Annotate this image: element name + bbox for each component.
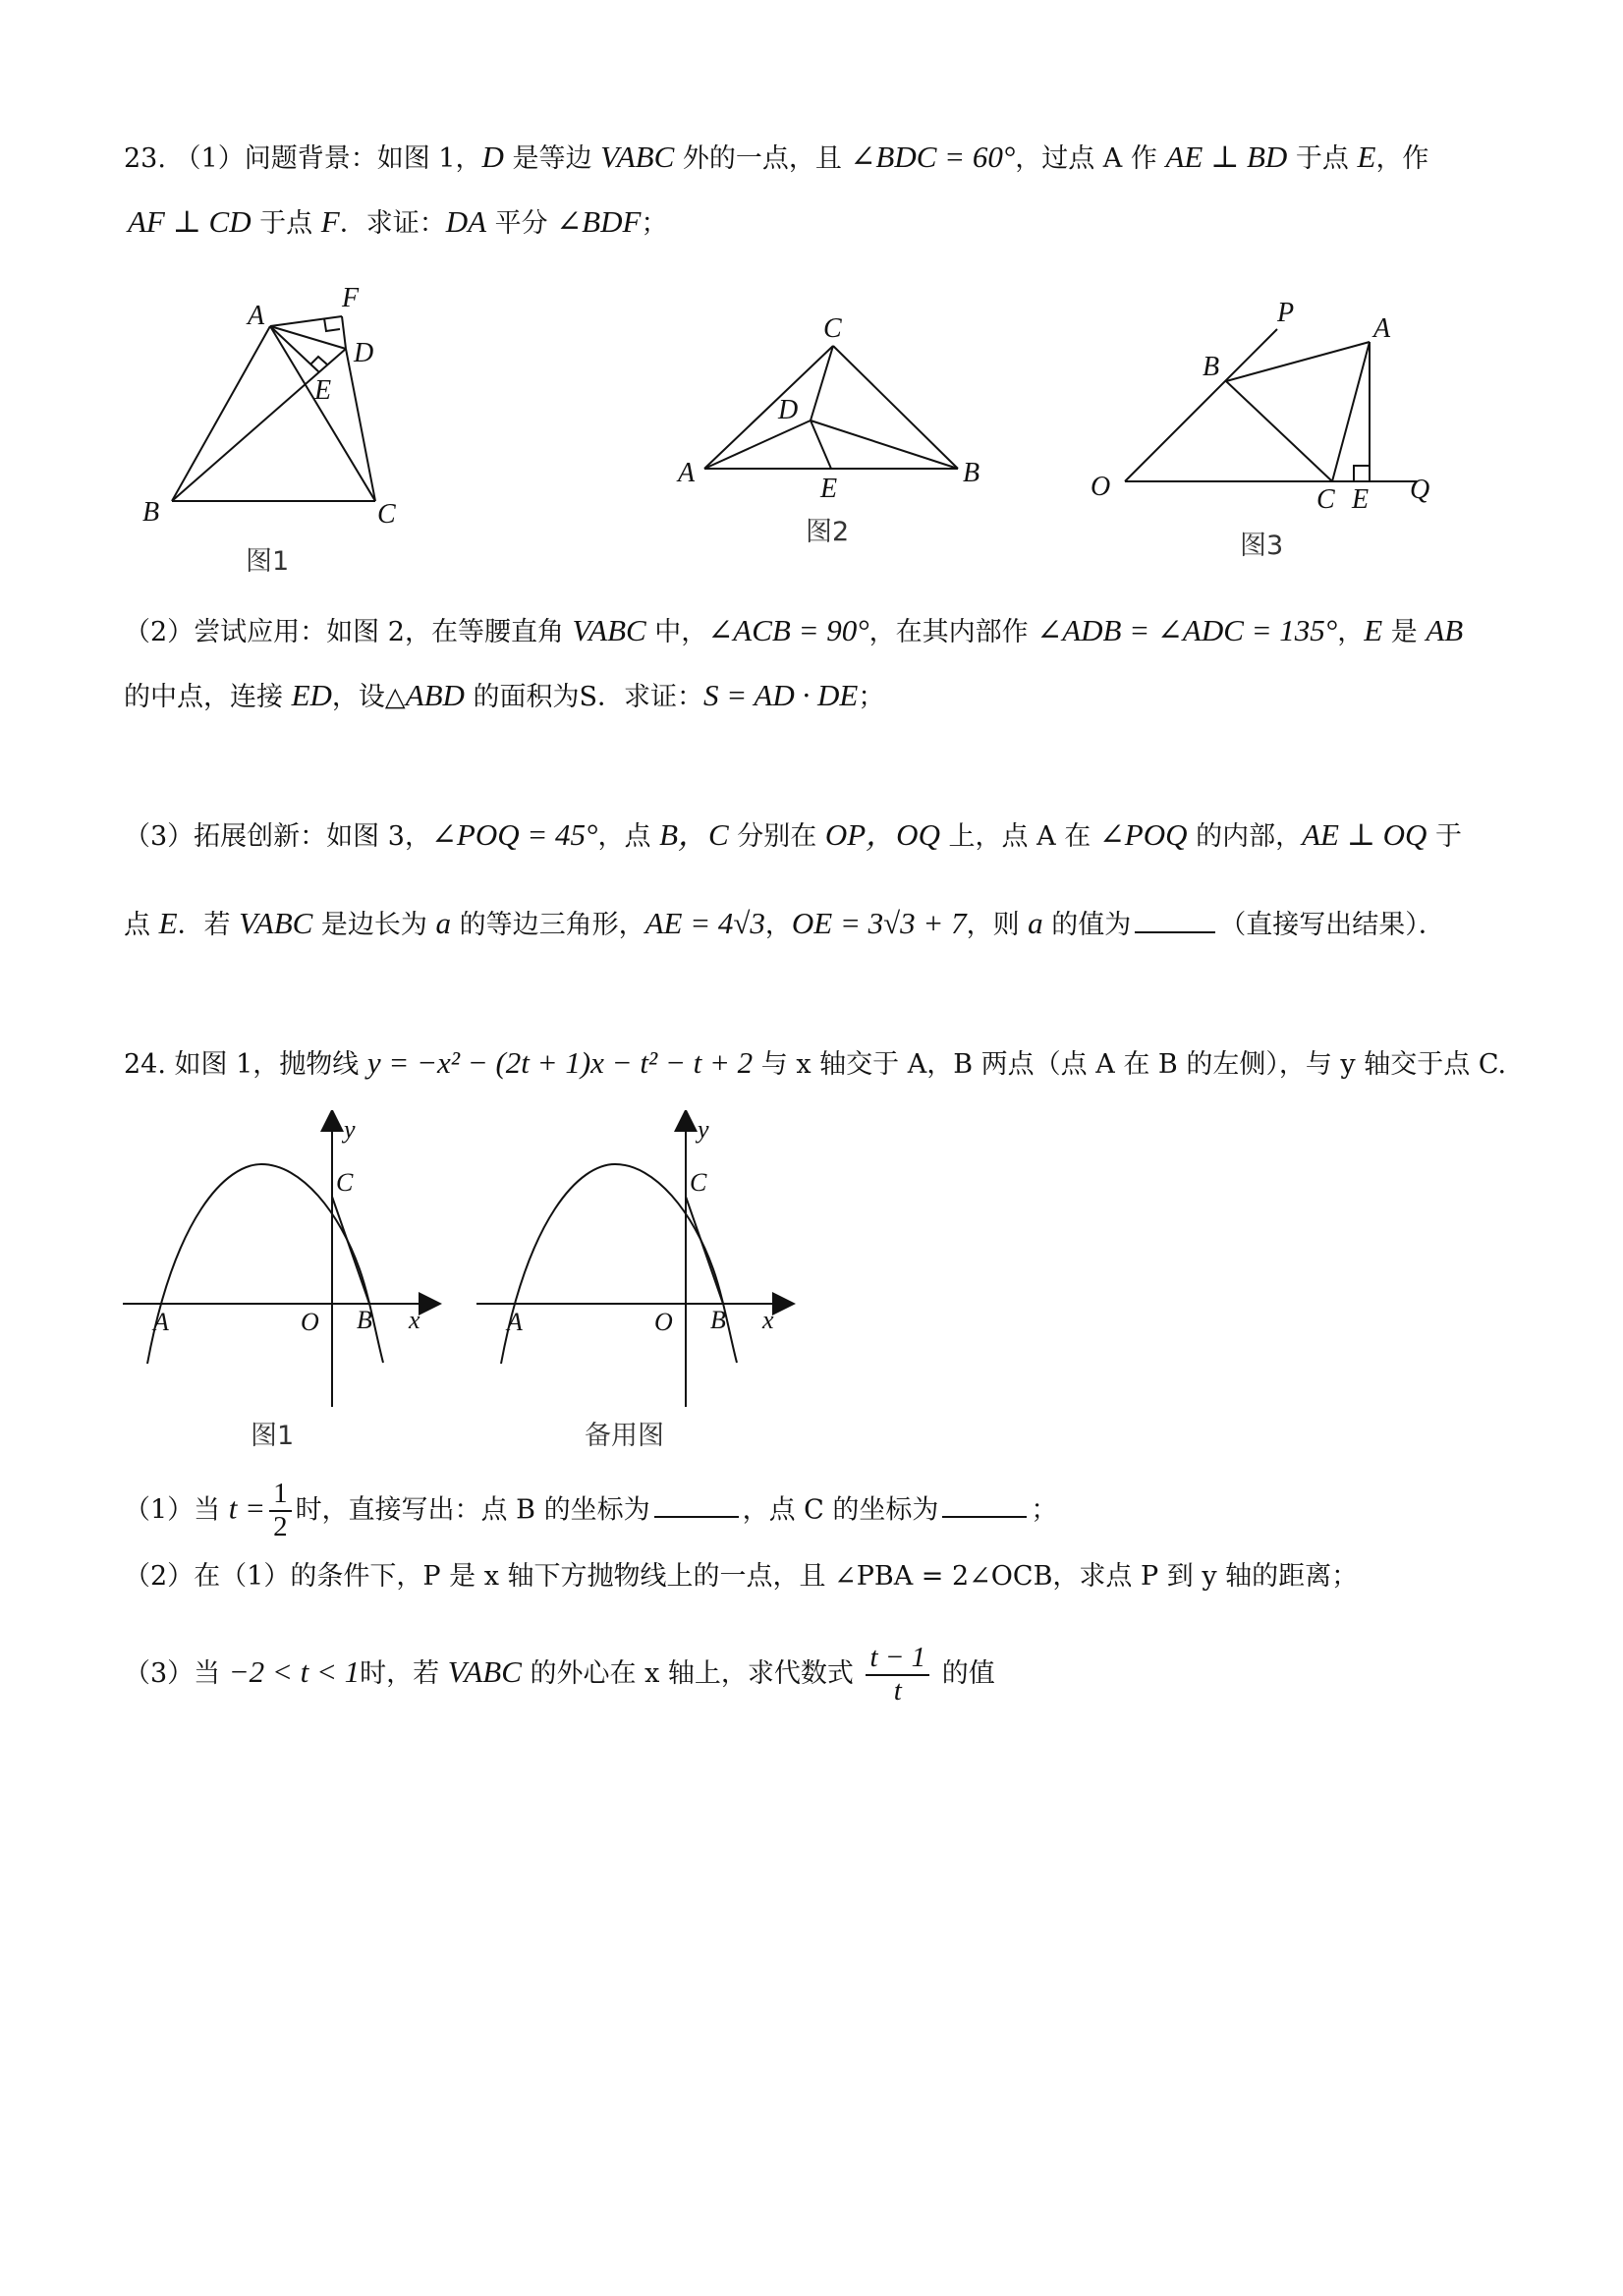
q24-part1: （1）当 t = $\frac{1}{2}$ 时，直接写出：点 B 的坐标为 ，点 C 的坐标为 ； — [124, 1478, 1058, 1542]
fig3-line-bc — [1226, 381, 1332, 481]
figure-3 — [1081, 285, 1454, 570]
fig1-label-f: F — [342, 283, 360, 313]
fig3-line-ba — [1226, 342, 1370, 381]
fig3-label-c: C — [1316, 484, 1335, 515]
fig1-line-ab — [172, 326, 270, 501]
q24-answer-blank-c[interactable] — [942, 1486, 1027, 1518]
fig2-label-b: B — [963, 458, 980, 488]
fig3-label-o: O — [1091, 472, 1111, 502]
q23-part3-line-2: 点 E．若 VABC 是边长为 a 的等边三角形，AE = 4√3，OE = 3√3 + 7，则 a 的值为 （直接写出结果）． — [124, 902, 1445, 945]
fig3-label-p: P — [1277, 298, 1295, 328]
q24-spare-label-x: x — [762, 1306, 774, 1334]
q24-part3: （3）当 −2 < t < 1时，若 VABC 的外心在 x 轴上，求代数式 $\frac{t - 1}{t}$ 的值 — [124, 1641, 995, 1707]
fig2-label-d: D — [778, 395, 799, 425]
fig2-caption: 图2 — [806, 517, 850, 547]
fig3-right-angle-e — [1354, 466, 1370, 481]
q24-part2: （2）在（1）的条件下，P 是 x 轴下方抛物线上的一点，且 ∠PBA = 2∠OCB，求点 P 到 y 轴的距离； — [124, 1561, 1359, 1592]
q23-line-1: 23. （1）问题背景：如图 1，D 是等边 VABC 外的一点，且 ∠BDC = 60°，过点 A 作 AE ⊥ BD 于点 E，作 — [124, 140, 1429, 174]
fig3-line-ac — [1332, 342, 1370, 481]
q24-fraction-half: $\frac{1}{2}$ — [269, 1479, 292, 1543]
fig3-line-op — [1125, 329, 1277, 481]
q24-spare-label-c: C — [690, 1168, 707, 1197]
fig3-label-e: E — [1352, 484, 1370, 515]
figure-1 — [138, 275, 452, 589]
fig1-label-b: B — [142, 497, 160, 528]
q23-answer-blank[interactable] — [1135, 902, 1215, 933]
q24-spare-caption: 备用图 — [585, 1421, 664, 1451]
q24-fraction-expr: $\frac{t - 1}{t}$ — [866, 1643, 929, 1708]
q24-spare-label-y: y — [698, 1115, 709, 1144]
q23-part2-line-1: （2）尝试应用：如图 2，在等腰直角 VABC 中，∠ACB = 90°，在其内部作 ∠ADB = ∠ADC = 135°，E 是 AB — [124, 613, 1464, 647]
fig1-line-af — [270, 316, 342, 326]
fig2-line-bc — [833, 346, 958, 469]
q24-spare-line-cb — [686, 1197, 723, 1304]
fig1-label-e: E — [314, 375, 332, 406]
fig3-label-a: A — [1373, 313, 1391, 344]
q24-line-1: 24. 如图 1，抛物线 y = −x² − (2t + 1)x − t² − t + 2 与 x 轴交于 A，B 两点（点 A 在 B 的左侧），与 y 轴交于点 C. — [124, 1045, 1507, 1080]
q24-fig1-label-x: x — [409, 1306, 420, 1334]
q24-figure-1 — [118, 1110, 452, 1454]
fig1-label-a: A — [248, 301, 265, 331]
fig2-line-db — [811, 420, 958, 469]
q23-line-2: AF ⊥ CD 于点 F．求证：DA 平分 ∠BDF； — [128, 204, 668, 239]
fig1-right-angle-f — [324, 318, 340, 331]
figure-2 — [668, 305, 1002, 560]
fig2-line-de — [811, 420, 831, 469]
fig1-caption: 图1 — [246, 546, 290, 577]
q24-equation: y = −x² − (2t + 1)x − t² − t + 2 — [366, 1045, 754, 1080]
q24-fig1-label-b: B — [357, 1306, 372, 1334]
q24-fig1-label-y: y — [344, 1115, 356, 1144]
q24-fig1-line-cb — [332, 1197, 369, 1304]
q24-fig1-label-c: C — [336, 1168, 354, 1197]
fig3-label-b: B — [1203, 352, 1220, 382]
q24-number: 24. — [124, 1049, 166, 1080]
fig2-label-a: A — [678, 458, 696, 488]
q24-spare-label-a: A — [507, 1308, 523, 1336]
q23-part2-line-2: 的中点，连接 ED，设△ABD 的面积为S．求证：S = AD · DE； — [124, 678, 885, 712]
fig1-label-d: D — [354, 338, 374, 368]
fig2-label-c: C — [823, 313, 842, 344]
q24-spare-label-b: B — [710, 1306, 726, 1334]
q24-fig1-label-a: A — [153, 1308, 169, 1336]
q23-part3-line-1: （3）拓展创新：如图 3，∠POQ = 45°，点 B，C 分别在 OP，OQ 上，点 A 在 ∠POQ 的内部，AE ⊥ OQ 于 — [124, 817, 1462, 852]
q24-answer-blank-b[interactable] — [654, 1486, 739, 1518]
fig2-line-ad — [704, 420, 811, 469]
fig1-line-fd — [342, 316, 346, 349]
q24-figure-spare — [472, 1110, 806, 1454]
q24-spare-label-o: O — [654, 1308, 673, 1336]
fig2-label-e: E — [820, 474, 838, 504]
q24-fig1-label-o: O — [301, 1308, 319, 1336]
fig3-caption: 图3 — [1240, 531, 1284, 561]
fig1-right-angle-e — [310, 357, 327, 364]
fig3-label-q: Q — [1410, 475, 1430, 505]
q23-number: 23. — [124, 143, 166, 174]
fig1-label-c: C — [377, 499, 396, 530]
q24-fig1-caption: 图1 — [251, 1421, 295, 1451]
